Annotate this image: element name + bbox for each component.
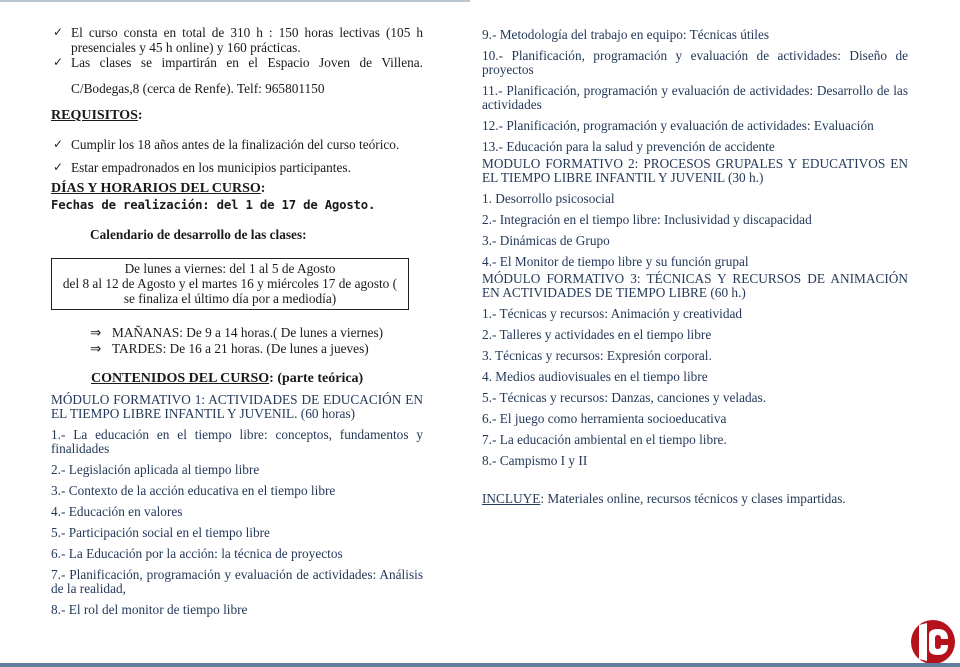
module-2-topic: 2.- Integración en el tiempo libre: Inclusividad y discapacidad [482,212,812,227]
module-1-topic: 1.- La educación en el tiempo libre: conceptos, fundamentos y finalidades [51,427,423,456]
intro-item: ✓ Las clases se impartirán en el Espacio Joven de Villena. [53,55,423,70]
module-1-topic: 12.- Planificación, programación y evaluación de actividades: Evaluación [482,118,874,133]
module-2-topic: 3.- Dinámicas de Grupo [482,233,610,248]
check-icon: ✓ [53,25,64,39]
module-3-title: MÓDULO FORMATIVO 3: TÉCNICAS Y RECURSOS DE ANIMACIÓN EN ACTIVIDADES DE TIEMPO LIBRE (60 h.) [482,271,908,300]
module-3-topic: 3. Técnicas y recursos: Expresión corporal. [482,348,712,363]
module-1-topic: 13.- Educación para la salud y prevención de accidente [482,139,775,154]
address: C/Bodegas,8 (cerca de Renfe). Telf: 965801150 [71,81,325,96]
module-1-title: MÓDULO FORMATIVO 1: ACTIVIDADES DE EDUCACIÓN EN EL TIEMPO LIBRE INFANTIL Y JUVENIL. (60 horas) [51,392,423,421]
check-icon: ✓ [53,137,64,151]
module-1-topic: 9.- Metodología del trabajo en equipo: Técnicas útiles [482,27,770,42]
module-2-title: MODULO FORMATIVO 2: PROCESOS GRUPALES Y EDUCATIVOS EN EL TIEMPO LIBRE INFANTIL Y JUVENIL (30 h.) [482,156,908,185]
module-1-topic: 10.- Planificación, programación y evaluación de actividades: Diseño de proyectos [482,48,908,77]
includes-note: INCLUYE: Materiales online, recursos técnicos y clases impartidas. [482,491,846,506]
module-3-topic: 2.- Talleres y actividades en el tiempo libre [482,327,712,342]
module-1-topic: 7.- Planificación, programación y evaluación de actividades: Análisis de la realidad, [51,567,423,596]
module-3-topic: 7.- La educación ambiental en el tiempo libre. [482,432,727,447]
bottom-divider [0,663,960,667]
module-1-topic: 11.- Planificación, programación y evaluación de actividades: Desarrollo de las actividades [482,83,908,112]
contents-title: CONTENIDOS DEL CURSO: (parte teórica) [91,371,364,386]
module-1-topic: 5.- Participación social en el tiempo libre [51,525,270,540]
requirements-list [51,137,423,175]
module-3-topic: 1.- Técnicas y recursos: Animación y creatividad [482,306,743,321]
module-3-topic: 4. Medios audiovisuales en el tiempo libre [482,369,708,384]
check-icon: ✓ [53,160,64,174]
time-slot: ⇒ MAÑANAS: De 9 a 14 horas.( De lunes a viernes) [90,325,384,340]
course-dates: Fechas de realización: del 1 de 17 de Agosto. [51,198,376,212]
module-1-topic: 6.- La Educación por la acción: la técnica de proyectos [51,546,343,561]
module-3-topic: 5.- Técnicas y recursos: Danzas, canciones y veladas. [482,390,767,405]
left-column [51,25,423,617]
module-3-topic: 6.- El juego como herramienta socioeducativa [482,411,727,426]
publisher-logo-icon [910,619,956,665]
requirements-title: REQUISITOS: [51,108,143,123]
time-slot: ⇒ TARDES: De 16 a 21 horas. (De lunes a jueves) [90,341,369,356]
module-1-topic: 4.- Educación en valores [51,504,183,519]
right-column [482,25,908,507]
calendar-title: Calendario de desarrollo de las clases: [90,227,307,242]
arrow-right-icon: ⇒ [90,341,102,356]
top-divider [0,0,470,2]
module-2-topic: 4.- El Monitor de tiempo libre y su función grupal [482,254,749,269]
schedule-title: DÍAS Y HORARIOS DEL CURSO: [51,181,266,196]
time-slots [90,325,423,357]
requirement-item: ✓ Estar empadronados en los municipios participantes. [53,160,351,175]
requirement-item: ✓ Cumplir los 18 años antes de la finalización del curso teórico. [53,137,400,152]
arrow-right-icon: ⇒ [90,325,102,340]
module-3-topic: 8.- Campismo I y II [482,453,588,468]
module-2-topic: 1. Desorrollo psicosocial [482,191,615,206]
module-1-topic: 8.- El rol del monitor de tiempo libre [51,602,248,617]
intro-item: ✓ El curso consta en total de 310 h : 150 horas lectivas (105 h presenciales y 45 h online) y 160 prácticas. [53,25,423,55]
calendar-box: De lunes a viernes: del 1 al 5 de Agosto del 8 al 12 de Agosto y el martes 16 y miércoles 17 de agosto ( se finaliza el último día por a mediodía) [51,258,409,310]
check-icon: ✓ [53,55,64,69]
module-1-topic: 2.- Legislación aplicada al tiempo libre [51,462,260,477]
module-1-topic: 3.- Contexto de la acción educativa en el tiempo libre [51,483,336,498]
